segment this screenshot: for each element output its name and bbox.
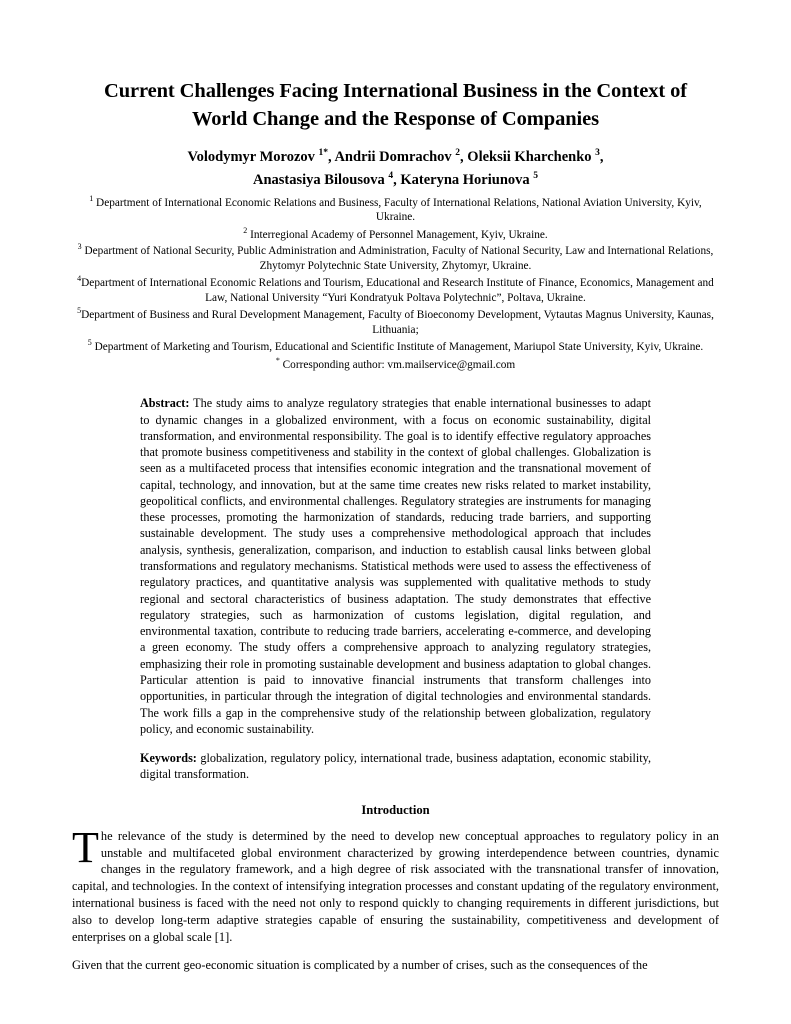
- affiliation-5: [74, 306, 717, 338]
- affiliation-6: [74, 338, 717, 355]
- affiliation-2: [74, 226, 717, 243]
- affiliation-1-marker: 1: [89, 193, 94, 203]
- abstract-block: [140, 395, 651, 737]
- author-3-name: , Oleksii Kharchenko: [460, 149, 596, 166]
- abstract-label: Abstract:: [140, 396, 190, 411]
- affiliation-6-text: Department of Marketing and Tourism, Educational and Scientific Institute of Management, Mariupol State University, Kyiv, Ukraine.: [91, 341, 704, 354]
- affiliation-1-text: Department of International Economic Relations and Business, Faculty of International Relations, National Aviation University, Kyiv, Ukraine.: [93, 196, 702, 224]
- author-1-name: Volodymyr Morozov: [187, 149, 319, 166]
- drop-cap: T: [72, 822, 99, 872]
- page-title: Current Challenges Facing International Business in the Context of World Change and the Response of Companies: [104, 80, 687, 130]
- affiliation-5-text: Department of Business and Rural Development Management, Faculty of Bioeconomy Development, Vytautas Magnus University, Kaunas, Lithuania;: [81, 309, 714, 337]
- intro-paragraph-1-text: he relevance of the study is determined by the need to develop new conceptual approaches to regulatory policy in an unstable and multifaceted global environment characterized by growing interdependence between countries, dynamic changes in the regulatory framework, and a high degree of risk associated with the transnational transfer of innovation, capital, and technologies. In the context of intensifying integration processes and constant updating of the regulatory environment, international business is faced with the need not only to respond quickly to changing requirements in different jurisdictions, but also to develop long-term adaptive strategies capable of ensuring the sustainability, competitiveness and development of enterprises on a global scale [1].: [72, 828, 719, 944]
- affiliation-4-text: Department of International Economic Relations and Tourism, Educational and Research Institute of Finance, Economics, Management and Law, National University “Yuri Kondratyuk Poltava Polytechnic”, Poltava, Ukraine.: [81, 277, 714, 305]
- author-1-affiliation-marker: 1*: [318, 148, 329, 159]
- affiliation-3-marker: 3: [77, 242, 82, 252]
- corresponding-marker: *: [275, 356, 280, 366]
- author-5-affiliation-marker: 5: [533, 171, 539, 182]
- abstract-text: The study aims to analyze regulatory strategies that enable international businesses to adapt to dynamic changes in a globalized environment, with a focus on economic sustainability, digital transformation, and environmental responsibility. The goal is to identify effective regulatory approaches that promote business competitiveness and stability in the context of global challenges. Globalization is seen as a multifaceted process that intensifies economic integration and the transnational movement of capital, technology, and innovation, but at the same time creates new risks related to market instability, geopolitical conflicts, and environmental challenges. Regulatory strategies are instruments for managing these processes, promoting the harmonization of standards, reducing trade barriers, and supporting sustainable development. The study uses a comprehensive methodological approach that includes analysis, synthesis, generalization, comparison, and induction to establish causal links between global transformations and regulatory mechanisms. Statistical methods were used to assess the effectiveness of regulatory practices, and quantitative analysis was supplemented with qualitative methods to study regional and sectoral characteristics of business adaptation. The study demonstrates that effective regulatory strategies, such as harmonization of customs legislation, digital regulation, and environmental taxation, contribute to reducing trade barriers, accelerating e-commerce, and developing a green economy. The study offers a comprehensive approach to analyzing regulatory strategies, emphasizing their role in promoting sustainable development and business adaptation to global changes. Particular attention is paid to innovative financial instruments that transform challenges into opportunities, in particular through the integration of digital technologies and environmental standards. The work fills a gap in the comprehensive study of the relationship between globalization, regulatory policy, and economic sustainability.: [140, 396, 651, 736]
- keywords-block: [140, 750, 651, 783]
- affiliation-4-marker: 4: [77, 274, 82, 284]
- author-3-affiliation-marker: 3: [595, 148, 600, 159]
- author-5-name: , Kateryna Horiunova: [393, 171, 534, 188]
- author-4-affiliation-marker: 4: [388, 171, 394, 182]
- author-2-affiliation-marker: 2: [455, 148, 461, 159]
- affiliation-1: [74, 194, 717, 226]
- authors-line-1-separator: ,: [599, 149, 604, 166]
- keywords-text: globalization, regulatory policy, international trade, business adaptation, economic stability, digital transformation.: [140, 751, 651, 782]
- author-4-name: Anastasiya Bilousova: [252, 171, 389, 188]
- authors-line-2: [92, 170, 699, 191]
- affiliation-2-text: Interregional Academy of Personnel Management, Kyiv, Ukraine.: [247, 228, 548, 241]
- affiliation-4: [74, 274, 717, 306]
- authors-line-1: [92, 147, 699, 168]
- affiliations-block: [74, 194, 717, 374]
- keywords-label: Keywords:: [140, 751, 197, 766]
- affiliation-6-marker: 5: [87, 338, 92, 348]
- intro-paragraph-2: Given that the current geo-economic situation is complicated by a number of crises, such as the consequences of the: [72, 957, 648, 972]
- affiliation-2-marker: 2: [243, 225, 248, 235]
- section-heading-introduction: Introduction: [361, 802, 430, 817]
- corresponding-author-email: Corresponding author: vm.mailservice@gmail.com: [279, 359, 516, 372]
- affiliation-5-marker: 5: [77, 306, 82, 316]
- intro-paragraph-1: [72, 822, 719, 946]
- affiliation-3-text: Department of National Security, Public Administration and Administration, Faculty of National Security, Law and International Relations, Zhytomyr Polytechnic State University, Zhytomyr, Ukraine.: [81, 245, 714, 273]
- affiliation-3: [74, 242, 717, 274]
- corresponding-author-line: [74, 356, 717, 373]
- author-2-name: , Andrii Domrachov: [328, 149, 456, 166]
